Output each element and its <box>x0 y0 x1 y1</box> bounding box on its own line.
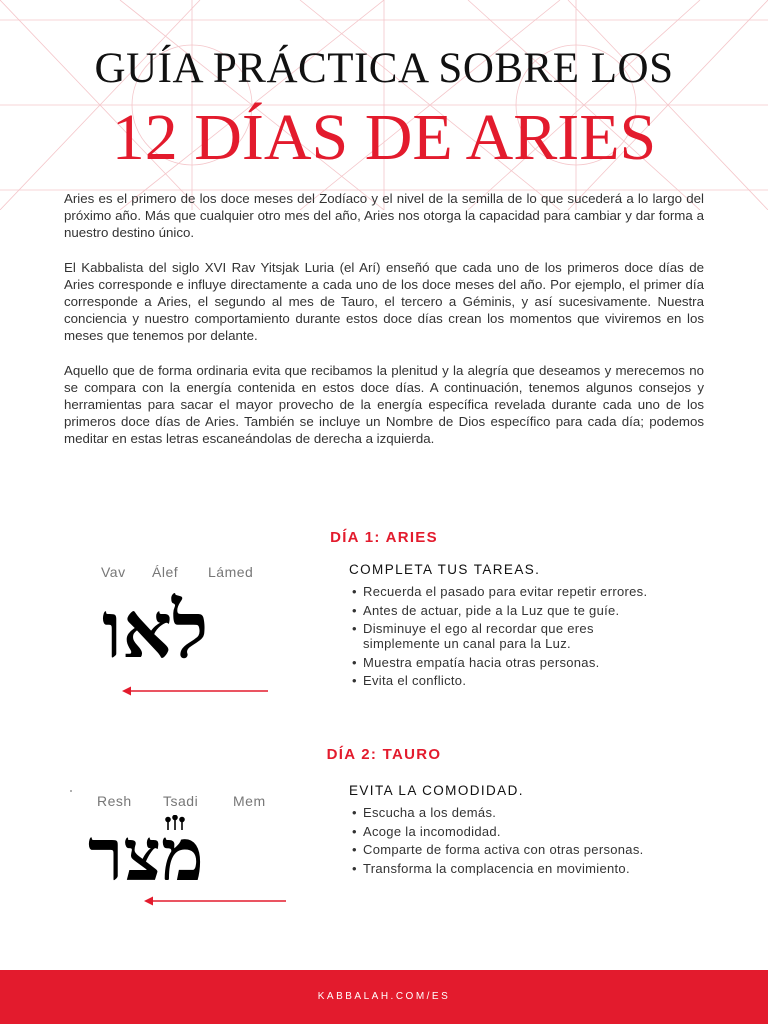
letter-name-lamed: Lámed <box>208 564 254 580</box>
list-item: • Evita el conflicto. <box>352 673 732 688</box>
day-2-hebrew-name: מצר <box>88 812 204 897</box>
day-2-tips-list <box>352 805 732 879</box>
letter-name-tsadi: Tsadi <box>163 793 199 809</box>
day-1-hebrew-name: לאו <box>102 585 209 676</box>
day-2-letter-names <box>0 793 300 813</box>
page-title-line-2: 12 DÍAS DE ARIES <box>111 101 657 174</box>
list-item: • Muestra empatía hacia otras personas. <box>352 655 732 670</box>
list-item: • Escucha a los demás. <box>352 805 732 820</box>
day-2-tip-title: EVITA LA COMODIDAD. <box>349 783 524 798</box>
day-1-tip-title: COMPLETA TUS TAREAS. <box>349 562 541 577</box>
day-1-heading: DÍA 1: ARIES <box>330 529 438 546</box>
stray-dot <box>70 790 72 792</box>
list-item: • Recuerda el pasado para evitar repetir errores. <box>352 584 732 599</box>
day-2-heading: DÍA 2: TAURO <box>326 746 442 763</box>
list-item: • Antes de actuar, pide a la Luz que te guíe. <box>352 603 732 618</box>
intro-paragraph-3: Aquello que de forma ordinaria evita que recibamos la plenitud y la alegría que deseamos y merecemos no se compara con la energía contenida en estos doce días. A continuación, tenemos algunos consejos y herramientas para sacar el mayor provecho de la energía específica revelada durante cada uno de los primeros doce días de Aries. También se incluye un Nombre de Dios específico para cada día; podemos meditar en estas letras escaneándolas de derecha a izquierda. <box>64 363 704 446</box>
day-1-tips-list <box>352 584 732 692</box>
footer-bar <box>0 970 768 1024</box>
list-item: • Transforma la complacencia en movimiento. <box>352 861 732 876</box>
letter-name-alef: Álef <box>152 564 179 580</box>
letter-name-vav: Vav <box>101 564 126 580</box>
letter-name-mem: Mem <box>233 793 266 809</box>
intro-text <box>64 190 704 465</box>
list-item: • Comparte de forma activa con otras personas. <box>352 842 732 857</box>
intro-paragraph-2: El Kabbalista del siglo XVI Rav Yitsjak Luria (el Arí) enseñó que cada uno de los primeros doce días de Aries corresponde e influye directamente a cada uno de los doce meses del año. Por ejemplo, el primer día corresponde a Aries, el segundo al mes de Tauro, el tercero a Géminis, y así sucesivamente. Nuestra conciencia y nuestro comportamiento durante estos doce días crean los momentos que viviremos en los meses que tenemos por delante. <box>64 260 704 343</box>
page-title-line-1: GUÍA PRÁCTICA SOBRE LOS <box>94 45 674 92</box>
letter-name-resh: Resh <box>97 793 132 809</box>
day-2-arrow-left-icon <box>144 894 290 908</box>
day-1-letter-names <box>0 564 300 584</box>
footer-link[interactable]: KABBALAH.COM/ES <box>317 991 451 1002</box>
day-1-arrow-left-icon <box>122 684 272 698</box>
list-item: • Disminuye el ego al recordar que eres simplemente un canal para la Luz. <box>352 621 663 651</box>
intro-paragraph-1: Aries es el primero de los doce meses del Zodíaco y el nivel de la semilla de lo que sucederá a lo largo del próximo año. Más que cualquier otro mes del año, Aries nos otorga la capacidad para cambiar y dar forma a nuestro destino único. <box>64 191 704 240</box>
list-item: • Acoge la incomodidad. <box>352 824 732 839</box>
